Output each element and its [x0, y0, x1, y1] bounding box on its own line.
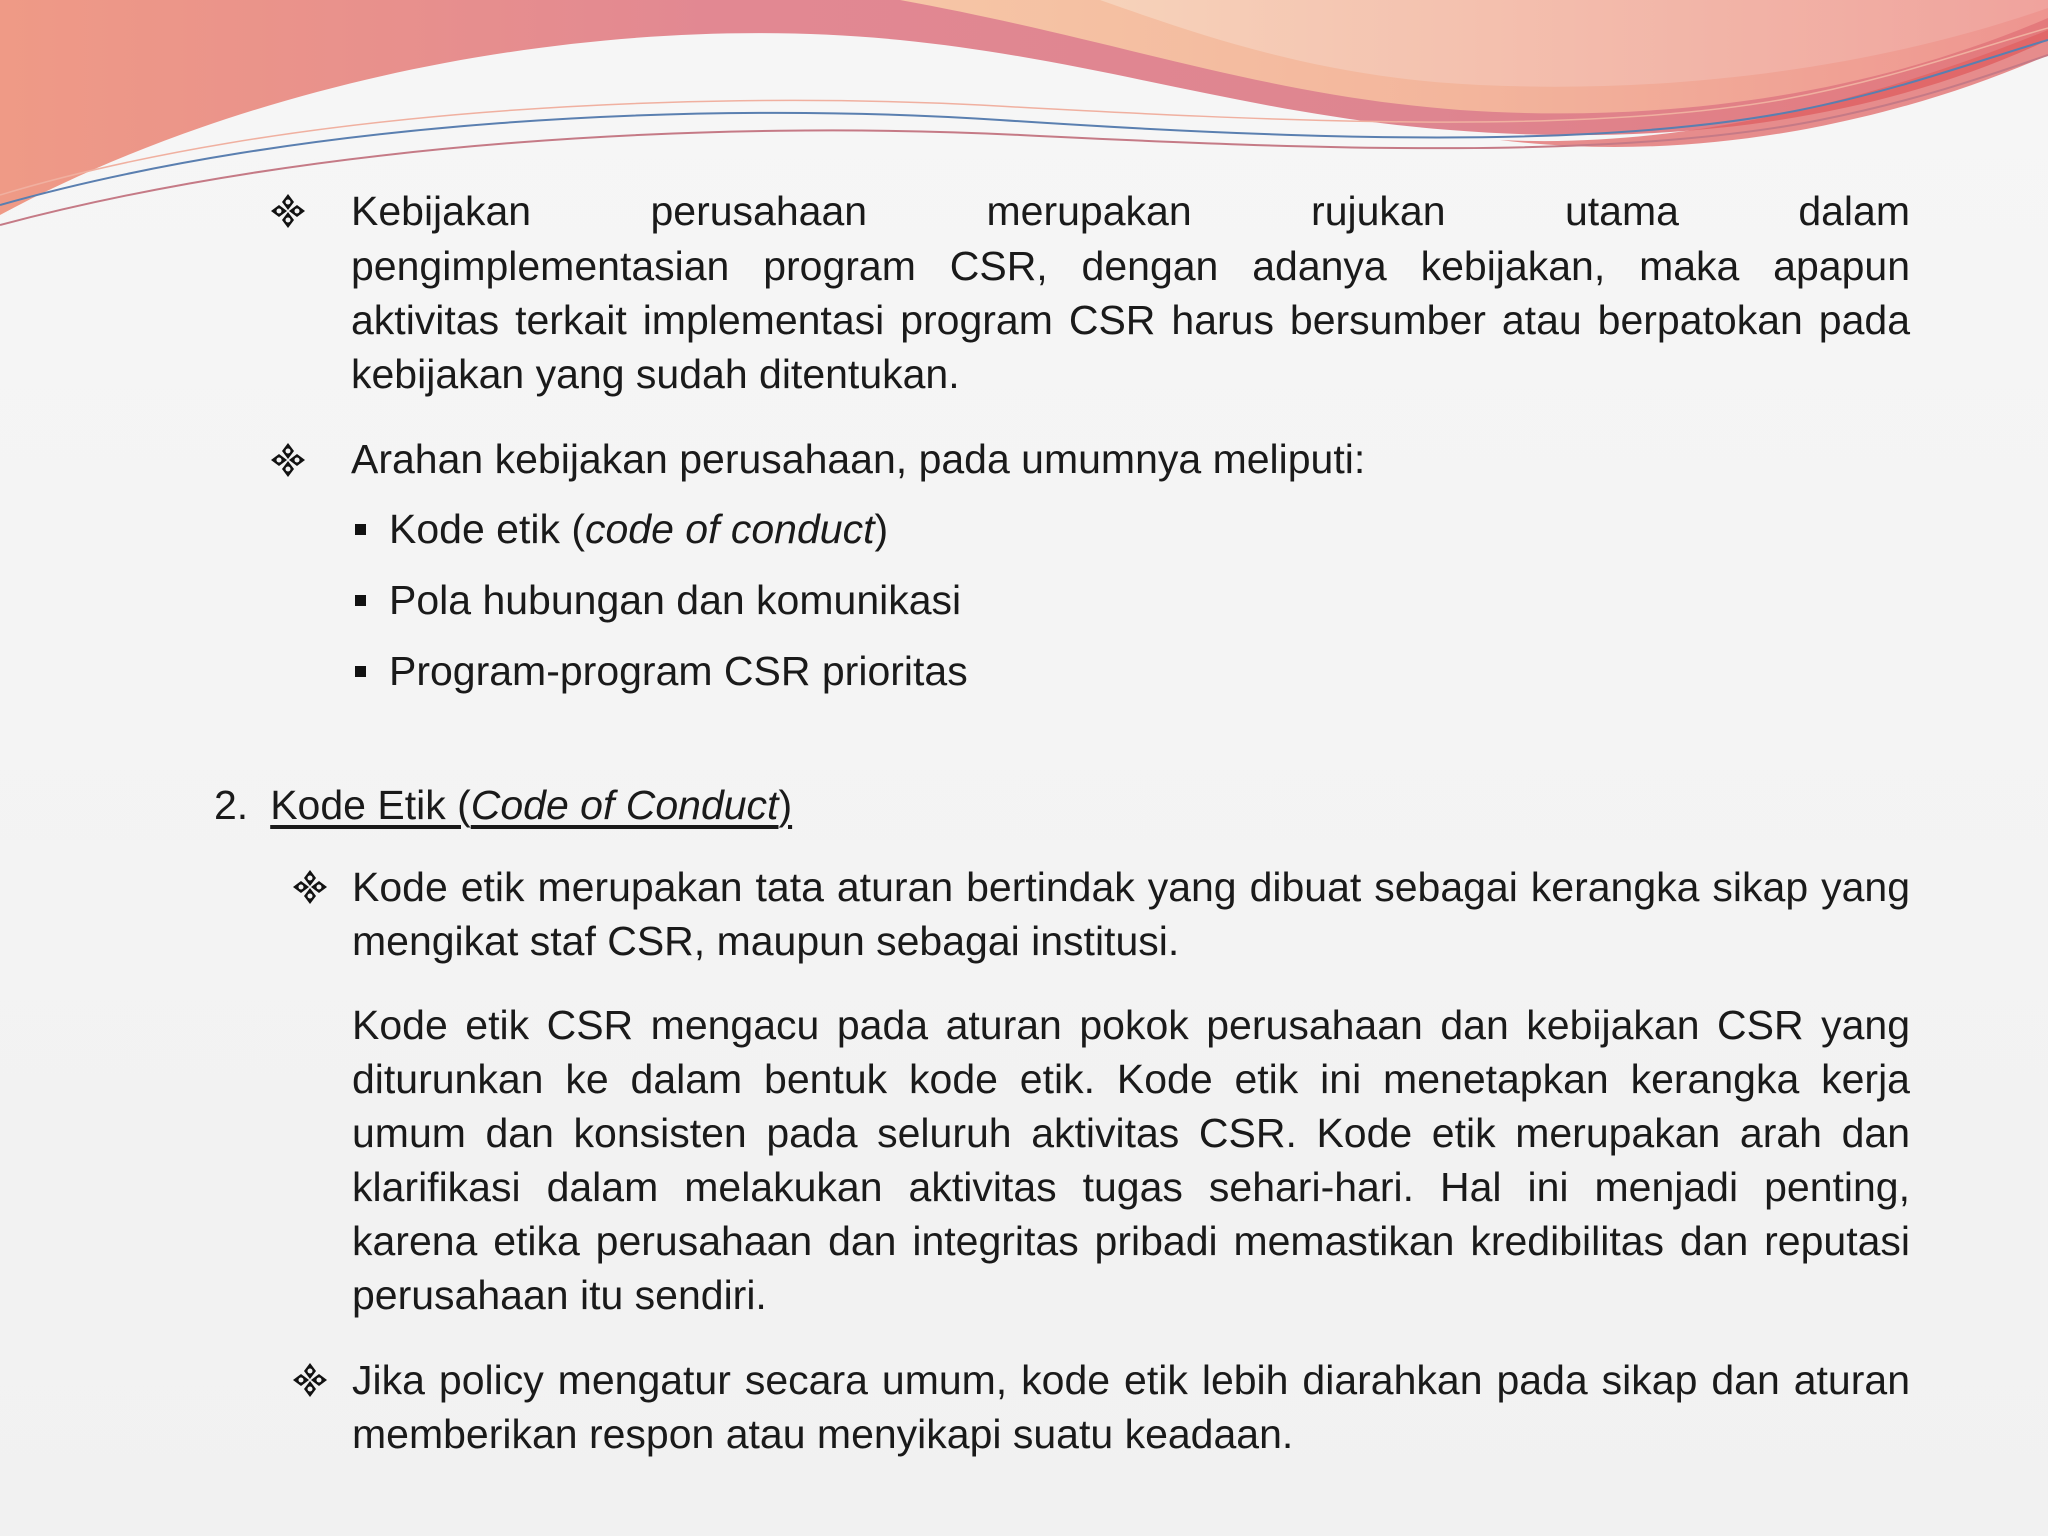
para1-word: Kebijakan	[351, 188, 532, 234]
diamond-bullet-icon	[268, 191, 308, 231]
square-bullet-icon	[355, 666, 366, 677]
section2-para2: Kode etik CSR mengacu pada aturan pokok perusahaan dan kebijakan CSR yang diturunkan ke dalam bentuk kode etik. Kode etik ini menetapkan kerangka kerja umum dan konsisten pada seluruh aktivitas CSR. Kode etik merupakan arah dan klarifikasi dalam melakukan aktivitas tugas sehari-hari. Hal ini menjadi penting, karena etika perusahaan dan integritas pribadi memastikan kredibilitas dan reputasi perusahaan itu sendiri.	[352, 1002, 1910, 1318]
para1-word: merupakan	[986, 188, 1192, 234]
sub-item-code-of-conduct	[389, 502, 888, 556]
para1-word: perusahaan	[650, 188, 868, 234]
square-bullet-icon	[355, 595, 366, 606]
diamond-bullet-icon	[290, 1360, 330, 1400]
section1-para2: Arahan kebijakan perusahaan, pada umumnya meliputi:	[351, 436, 1366, 482]
para1-word: dalam	[1798, 188, 1910, 234]
para1-word: rujukan	[1311, 188, 1446, 234]
section2-heading	[214, 778, 792, 832]
diamond-bullet-icon	[268, 440, 308, 480]
para1-word: utama	[1564, 188, 1679, 234]
sub-item-text: Kode etik (	[389, 506, 585, 552]
section1-para1-line1	[351, 184, 1910, 238]
section2-para3: Jika policy mengatur secara umum, kode etik lebih diarahkan pada sikap dan aturan memberikan respon atau menyikapi suatu keadaan.	[352, 1357, 1910, 1457]
sub-item-priority-programs	[389, 644, 968, 698]
section2-title-text: Kode Etik (	[270, 782, 471, 828]
sub-item-communication	[389, 573, 961, 627]
sub-item-text: Pola hubungan dan komunikasi	[389, 577, 962, 623]
section2-title-italic: Code of Conduct	[470, 782, 779, 828]
section2-para1: Kode etik merupakan tata aturan bertindak yang dibuat sebagai kerangka sikap yang mengikat staf CSR, maupun sebagai institusi.	[352, 864, 1910, 964]
section2-title-end: )	[778, 782, 793, 828]
square-bullet-icon	[355, 524, 366, 535]
diamond-bullet-icon	[290, 867, 330, 907]
sub-item-text: Program-program CSR prioritas	[389, 648, 968, 694]
section1-para1-rest: pengimplementasian program CSR, dengan adanya kebijakan, maka apapun aktivitas terkait implementasi program CSR harus bersumber atau berpatokan pada kebijakan yang sudah ditentukan.	[351, 243, 1910, 397]
section2-number: 2.	[214, 782, 249, 828]
section2-title	[270, 782, 792, 828]
sub-item-italic: code of conduct	[585, 506, 875, 552]
sub-item-text-end: )	[874, 506, 889, 552]
